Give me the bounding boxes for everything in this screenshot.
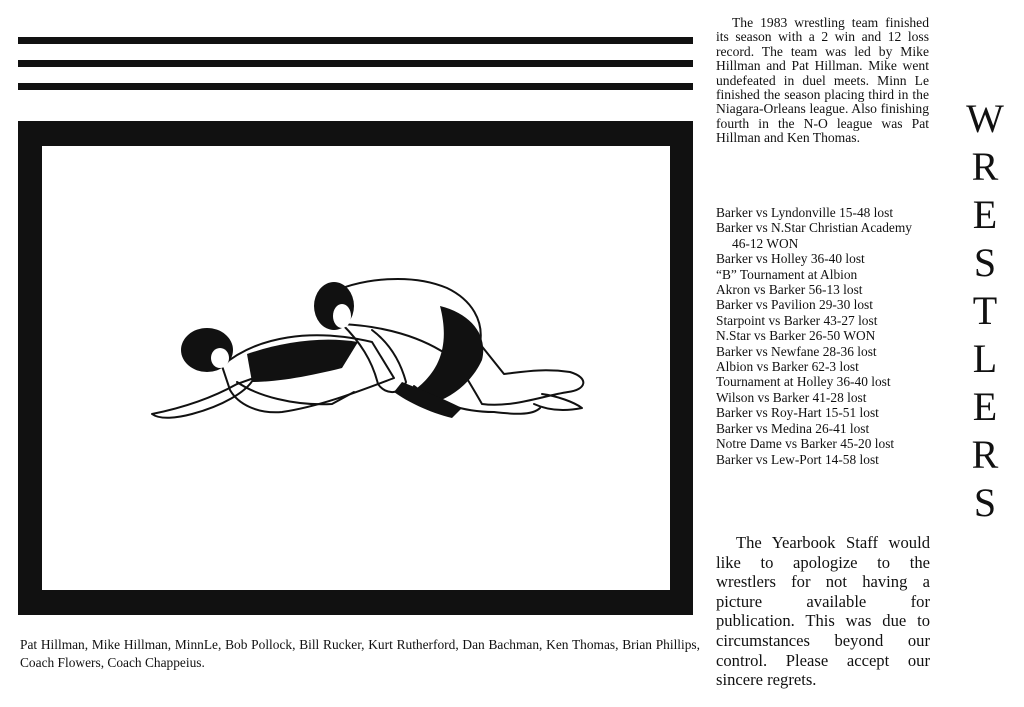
decorative-rule-bottom [18,83,693,90]
result-item: Tournament at Holley 36-40 lost [716,374,891,390]
season-summary: The 1983 wrestling team finished its season with a 2 win and 12 loss record. The team was led by Mike Hillman and Pat Hillman. Mike went undefeated in duel meets. Minn Le finished the season placing third in the Niagara-Orleans league. Also finishing fourth in the N-O league was Pat Hillman and Ken Thomas. [716,15,929,146]
result-item: Barker vs Pavilion 29-30 lost [716,297,873,313]
foot [534,394,582,410]
result-item: Akron vs Barker 56-13 lost [716,282,863,298]
title-letter: E [972,384,998,429]
result-item: Barker vs Lew-Port 14-58 lost [716,451,879,467]
results-list [716,205,931,467]
title-letter: R [971,432,999,477]
title-letter: S [973,480,997,525]
result-item: Barker vs N.Star Christian Academy 46-12 WON [716,220,912,251]
result-item: N.Star vs Barker 26-50 WON [716,328,876,344]
result-item: Barker vs Roy-Hart 15-51 lost [716,405,879,421]
result-item: “B” Tournament at Albion [716,266,858,282]
result-item: Barker vs Holley 36-40 lost [716,251,865,267]
decorative-rule-top [18,37,693,44]
wrestlers-illustration-area [42,146,670,590]
title-letter: S [973,240,997,285]
result-item: Albion vs Barker 62-3 lost [716,359,859,375]
title-letter: E [972,192,998,237]
result-item: Notre Dame vs Barker 45-20 lost [716,436,895,452]
top-wrestler-face [333,304,351,328]
bottom-wrestler-singlet [247,340,358,382]
title-letter: T [972,288,998,333]
bottom-wrestler-face [211,348,229,368]
bottom-wrestler-forearm [237,382,354,404]
wrestlers-drawing [42,146,670,590]
result-item: Barker vs Newfane 28-36 lost [716,343,877,359]
vertical-title [955,95,1015,527]
result-item: Wilson vs Barker 41-28 lost [716,389,867,405]
title-letter: W [966,96,1004,141]
title-letter: R [971,144,999,189]
result-item: Starpoint vs Barker 43-27 lost [716,312,878,328]
top-wrestler-arm [342,324,406,392]
apology-note: The Yearbook Staff would like to apologize to the wrestlers for not having a picture available for publication. This was due to circumstances beyond our control. Please accept our sincere regrets. [716,533,930,690]
photo-frame [18,121,693,615]
photo-caption: Pat Hillman, Mike Hillman, MinnLe, Bob Pollock, Bill Rucker, Kurt Rutherford, Dan Bachman, Ken Thomas, Brian Phillips, Coach Flowers, Coach Chappeius. [20,637,700,670]
title-letter: L [972,336,998,381]
result-item: Barker vs Medina 26-41 lost [716,420,870,436]
result-item: Barker vs Lyndonville 15-48 lost [716,205,894,220]
decorative-rule-middle [18,60,693,67]
